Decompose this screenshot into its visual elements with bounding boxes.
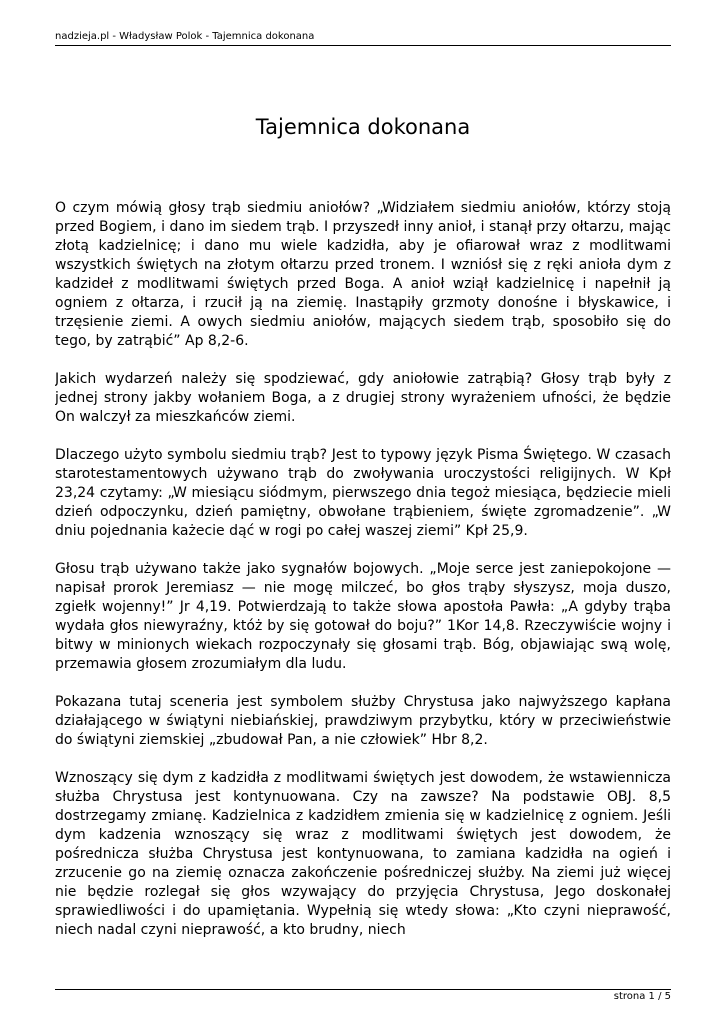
page-number: strona 1 / 5 — [613, 991, 671, 1002]
body-paragraph: Pokazana tutaj sceneria jest symbolem służby Chrystusa jako najwyższego kapłana działającego w świątyni niebiańskiej, prawdziwym przybytku, który w przeciwieństwie do świątyni ziemskiej „zbudował Pan, a nie człowiek” Hbr 8,2. — [55, 694, 671, 748]
document-title: Tajemnica dokonana — [255, 115, 471, 139]
body-paragraph: Głosu trąb używano także jako sygnałów bojowych. „Moje serce jest zaniepokojone — napisał prorok Jeremiasz — nie mogę milczeć, bo głos trąby słyszysz, moja duszo, zgiełk wojenny!” Jr 4,19. Potwierdzają to także słowa apostoła Pawła: „A gdyby trąba wydała głos niewyraźny, któż by się gotował do boju?” 1Kor 14,8. Rzeczywiście wojny i bitwy w minionych wiekach rozpoczynały się głosami trąb. Bóg, objawiając swą wolę, przemawia głosem zrozumiałym dla ludu. — [55, 561, 671, 672]
running-header: nadzieja.pl - Władysław Polok - Tajemnica dokonana — [55, 31, 315, 42]
document-body — [55, 199, 671, 957]
body-paragraph: Wznoszący się dym z kadzidła z modlitwami świętych jest dowodem, że wstawiennicza służba Chrystusa jest kontynuowana. Czy na zawsze? Na podstawie OBJ. 8,5 dostrzegamy zmianę. Kadzielnica z kadzidłem zmienia się w kadzielnicę z ogniem. Jeśli dym kadzenia wznoszący się wraz z modlitwami świętych jest dowodem, że pośrednicza służba Chrystusa jest kontynuowana, to zamiana kadzidła na ogień i zrzucenie go na ziemię oznacza zakończenie pośredniczej służby. Na ziemi już więcej nie będzie rozlegał się głos wzywający do przyjęcia Chrystusa, Jego doskonałej sprawiedliwości i do upamiętania. Wypełnią się wtedy słowa: „Kto czyni nieprawość, niech nadal czyni nieprawość, a kto brudny, niech — [55, 770, 671, 938]
footer-divider — [55, 989, 671, 990]
body-paragraph: Dlaczego użyto symbolu siedmiu trąb? Jest to typowy język Pisma Świętego. W czasach starotestamentowych używano trąb do zwoływania uroczystości religijnych. W Kpł 23,24 czytamy: „W miesiącu siódmym, pierwszego dnia tegoż miesiąca, będziecie mieli dzień odpoczynku, dzień pamiętny, obwołane trąbieniem, święte zgromadzenie”. „W dniu pojednania każecie dąć w rogi po całej waszej ziemi” Kpł 25,9. — [55, 447, 671, 539]
body-paragraph: Jakich wydarzeń należy się spodziewać, gdy aniołowie zatrąbią? Głosy trąb były z jednej strony jakby wołaniem Boga, a z drugiej strony wyrażeniem ufności, że będzie On walczył za mieszkańców ziemi. — [55, 371, 671, 425]
body-paragraph: O czym mówią głosy trąb siedmiu aniołów? „Widziałem siedmiu aniołów, którzy stoją przed Bogiem, i dano im siedem trąb. I przyszedł inny anioł, i stanął przy ołtarzu, mając złotą kadzielnicę; i dano mu wiele kadzidła, aby je ofiarował wraz z modlitwami wszystkich świętych na złotym ołtarzu przed tronem. I wzniósł się z ręki anioła dym z kadzideł z modlitwami świętych przed Boga. A anioł wziął kadzielnicę i napełnił ją ogniem z ołtarza, i rzucił ją na ziemię. Inastąpiły grzmoty donośne i błyskawice, i trzęsienie ziemi. A owych siedmiu aniołów, mających siedem trąb, sposobiło się do tego, by zatrąbić” Ap 8,2-6. — [55, 200, 671, 349]
header-divider — [55, 45, 671, 46]
